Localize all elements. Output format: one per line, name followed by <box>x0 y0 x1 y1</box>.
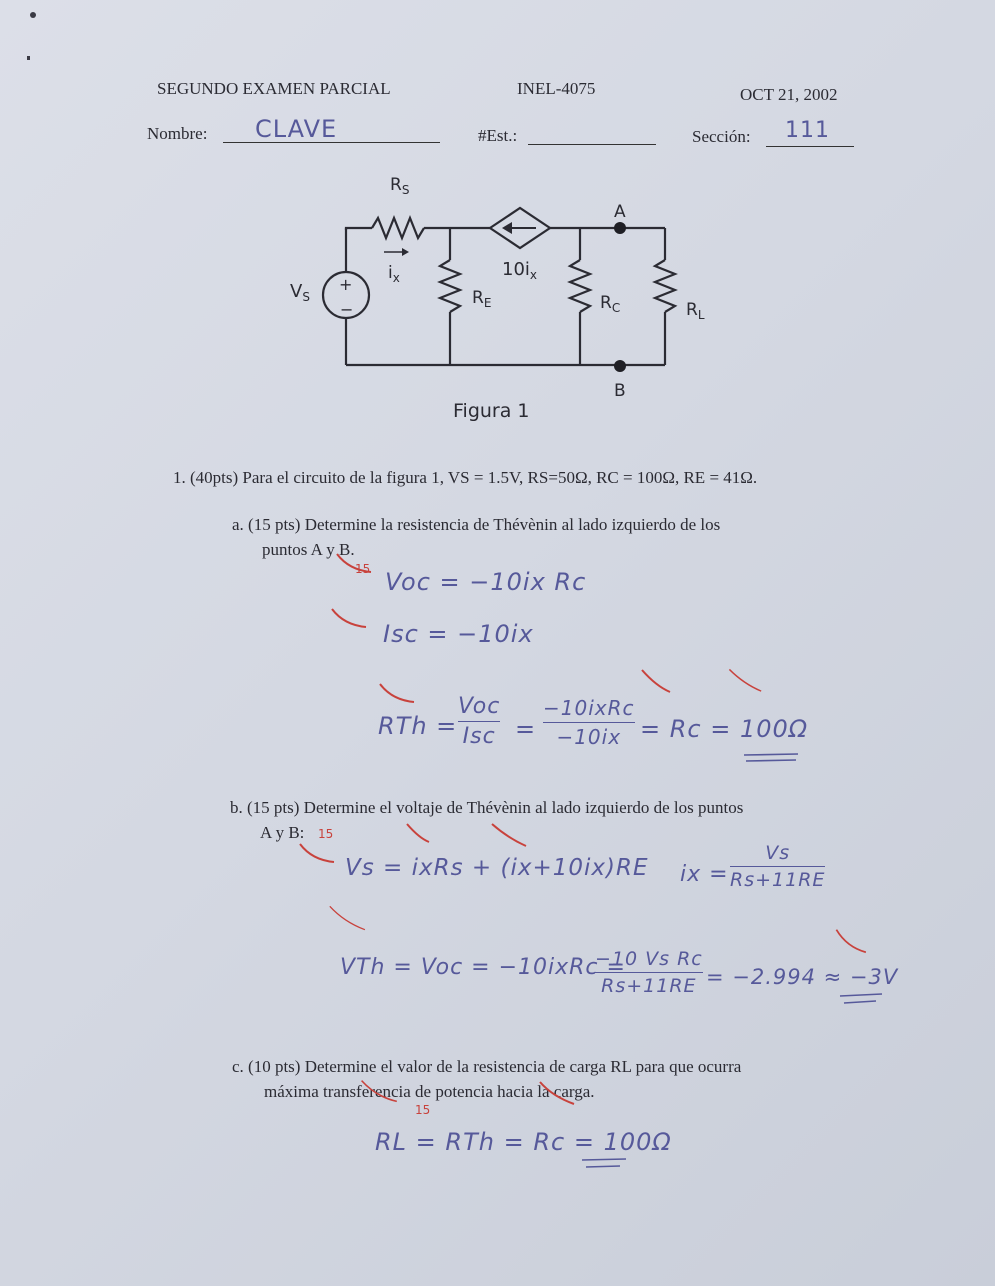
b-kvl-eq: Vs = ixRs + (ix+10ix)RE <box>345 855 649 881</box>
check-mark-icon <box>360 1078 400 1104</box>
ix-arrow-icon <box>402 248 409 256</box>
node-a-dot <box>614 222 626 234</box>
rc-resistor <box>570 260 590 312</box>
check-mark-icon <box>335 550 375 576</box>
name-value: CLAVE <box>255 115 338 143</box>
a-result: = Rc = 100Ω <box>640 715 809 743</box>
b-result-underline <box>838 992 886 1006</box>
b-vth-eq: VTh = Voc = −10ixRc = <box>340 955 626 980</box>
b-result: = −2.994 ≈ −3V <box>706 965 899 989</box>
label-node-b: B <box>614 381 626 400</box>
b-vth-frac <box>595 948 703 997</box>
b-ix-num: Vs <box>765 842 791 864</box>
a-frac2-den: −10ix <box>556 725 622 749</box>
part-b-line1: b. (15 pts) Determine el voltaje de Thévènin al lado izquierdo de los puntos <box>230 798 744 817</box>
exam-title: SEGUNDO EXAMEN PARCIAL <box>157 79 391 98</box>
a-rth-label: RTh = <box>378 712 458 740</box>
section-line <box>766 146 854 147</box>
b-ix-bar <box>730 866 825 867</box>
b-ix-frac <box>730 842 825 891</box>
b-vth-bar <box>595 972 703 973</box>
part-c-line1: c. (10 pts) Determine el valor de la resistencia de carga RL para que ocurra <box>232 1057 742 1076</box>
check-mark-icon <box>405 822 445 848</box>
label-ix: $i_x$ <box>388 263 400 285</box>
section-value: 111 <box>785 118 830 143</box>
part-a-line1: a. (15 pts) Determine la resistencia de Thévènin al lado izquierdo de los <box>232 515 721 534</box>
check-mark-icon <box>378 680 418 706</box>
a-frac2 <box>543 696 635 749</box>
check-mark-icon <box>298 840 338 866</box>
part-b-line2: A y B: <box>260 823 305 842</box>
part-b-score: 15 <box>318 827 334 841</box>
check-mark-icon <box>538 1080 578 1106</box>
label-node-a: A <box>614 202 626 222</box>
wire-top-left <box>346 228 372 230</box>
node-b-dot <box>614 360 626 372</box>
a-equals: = <box>515 715 537 743</box>
a-result-underline <box>742 752 800 764</box>
part-c-line2: máxima transferencia de potencia hacia la carga. <box>264 1082 595 1101</box>
b-ix-den: Rs+11RE <box>730 869 826 891</box>
arrow-left-icon <box>502 222 512 234</box>
a-frac2-num: −10ixRc <box>543 696 635 720</box>
section-label: Sección: <box>692 127 751 146</box>
b-vth-den: Rs+11RE <box>601 975 697 997</box>
id-line <box>528 144 656 145</box>
vs-plus: + <box>339 275 353 294</box>
a-frac1-bar <box>458 721 500 722</box>
label-vs: $V_S$ <box>290 281 310 304</box>
c-result-underline <box>580 1156 630 1170</box>
a-frac1-den: Isc <box>462 724 496 749</box>
a-frac1 <box>458 694 500 749</box>
label-rs: $R_S$ <box>390 175 410 197</box>
label-re: $R_E$ <box>472 288 492 310</box>
part-a-score: 15 <box>355 562 371 576</box>
a-frac2-bar <box>543 722 635 723</box>
c-result-eq: RL = RTh = Rc = 100Ω <box>375 1128 672 1156</box>
check-mark-icon <box>640 668 680 694</box>
check-mark-icon <box>330 605 370 631</box>
check-mark-icon <box>490 822 530 848</box>
b-ix-label: ix = <box>680 862 729 887</box>
a-isc-eq: Isc = −10ix <box>383 620 534 648</box>
check-mark-icon <box>832 928 872 954</box>
exam-date: OCT 21, 2002 <box>740 85 838 104</box>
id-label: #Est.: <box>478 126 518 145</box>
check-mark-icon <box>726 668 766 694</box>
problem-statement: 1. (40pts) Para el circuito de la figura 1, VS = 1.5V, RS=50Ω, RC = 100Ω, RE = 41Ω. <box>173 468 758 487</box>
part-c-score: 15 <box>415 1103 431 1117</box>
b-vth-num: −10 Vs Rc <box>595 948 703 970</box>
label-rl: $R_L$ <box>686 300 705 322</box>
a-voc-eq: Voc = −10ix Rc <box>385 568 587 596</box>
circuit-diagram <box>280 160 740 400</box>
vs-minus: − <box>340 300 354 319</box>
check-mark-icon <box>328 905 368 931</box>
rs-resistor <box>372 218 424 238</box>
part-a-line2: puntos A y B. <box>262 540 355 559</box>
rl-resistor <box>655 260 675 312</box>
course-code: INEL-4075 <box>517 79 596 98</box>
paper-speck <box>27 56 30 60</box>
name-label: Nombre: <box>147 124 208 143</box>
label-source: $10i_x$ <box>502 259 538 282</box>
re-resistor <box>440 260 460 312</box>
a-frac1-num: Voc <box>458 694 501 719</box>
paper-speck <box>30 12 36 18</box>
label-rc: $R_C$ <box>600 293 621 315</box>
figure-caption: Figura 1 <box>453 400 530 422</box>
